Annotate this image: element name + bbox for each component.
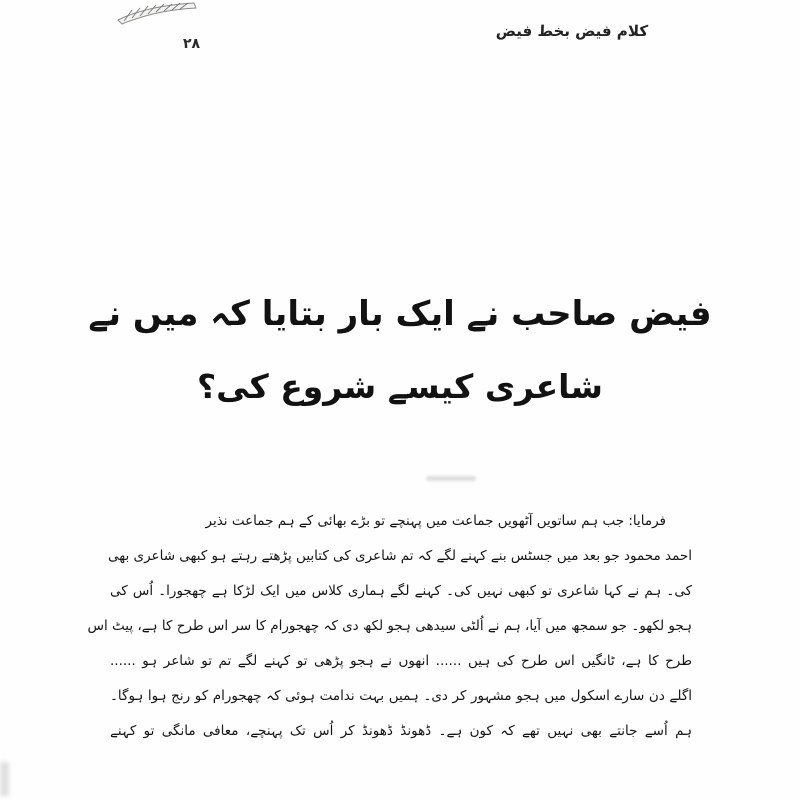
body-line: ہم اُسے جانتے بھی نہیں تھے کہ کون ہے۔ ڈھونڈ ڈھونڈ کر اُس تک پہنچے، معافی مانگی تو کہنے (110, 723, 692, 739)
body-line: اگلے دن سارے اسکول میں ہجو مشہور کر دی۔ ہمیں بہت ندامت ہوئی کہ چھجورام کو رنج ہوا ہوگا۔ (110, 688, 692, 704)
page-edge-shadow (0, 762, 9, 796)
body-line: کی۔ ہم نے کہا شاعری تو کبھی نہیں کی۔ کہنے لگے ہماری کلاس میں ایک لڑکا ہے چھجورا۔ اُس کی (110, 583, 692, 599)
body-paragraph (87, 504, 692, 749)
running-header-title: کلام فیض بخط فیض (495, 22, 649, 40)
page-number: ۲۸ (183, 36, 201, 52)
chapter-heading-line-1: فیض صاحب نے ایک بار بتایا کہ میں نے (88, 294, 712, 334)
scan-smudge (426, 476, 476, 481)
chapter-heading (80, 274, 720, 420)
body-line: فرمایا: جب ہم ساتویں آٹھویں جماعت میں پہنچے تو بڑے بھائی کے ہم جماعت نذیر (205, 513, 666, 529)
body-line: احمد محمود جو بعد میں جسٹس بنے کہنے لگے کہ تم شاعری کی کتابیں پڑھتے رہتے ہو کبھی شاعری بھی (107, 548, 692, 564)
torn-page-corner-icon (116, 0, 198, 32)
chapter-heading-line-2: شاعری کیسے شروع کی؟ (197, 367, 603, 406)
body-line: ہجو لکھو۔ جو سمجھ میں آیا، ہم نے اُلٹی سیدھی ہجو لکھ دی کہ چھجورام کا سر اس طرح کا ہے، پیٹ اس (87, 618, 692, 634)
body-line: طرح کا ہے، ٹانگیں اس طرح کی ہیں ...... انھوں نے ہجو پڑھی تو کہنے لگے تم تو شاعر ہو ...... (110, 653, 692, 669)
